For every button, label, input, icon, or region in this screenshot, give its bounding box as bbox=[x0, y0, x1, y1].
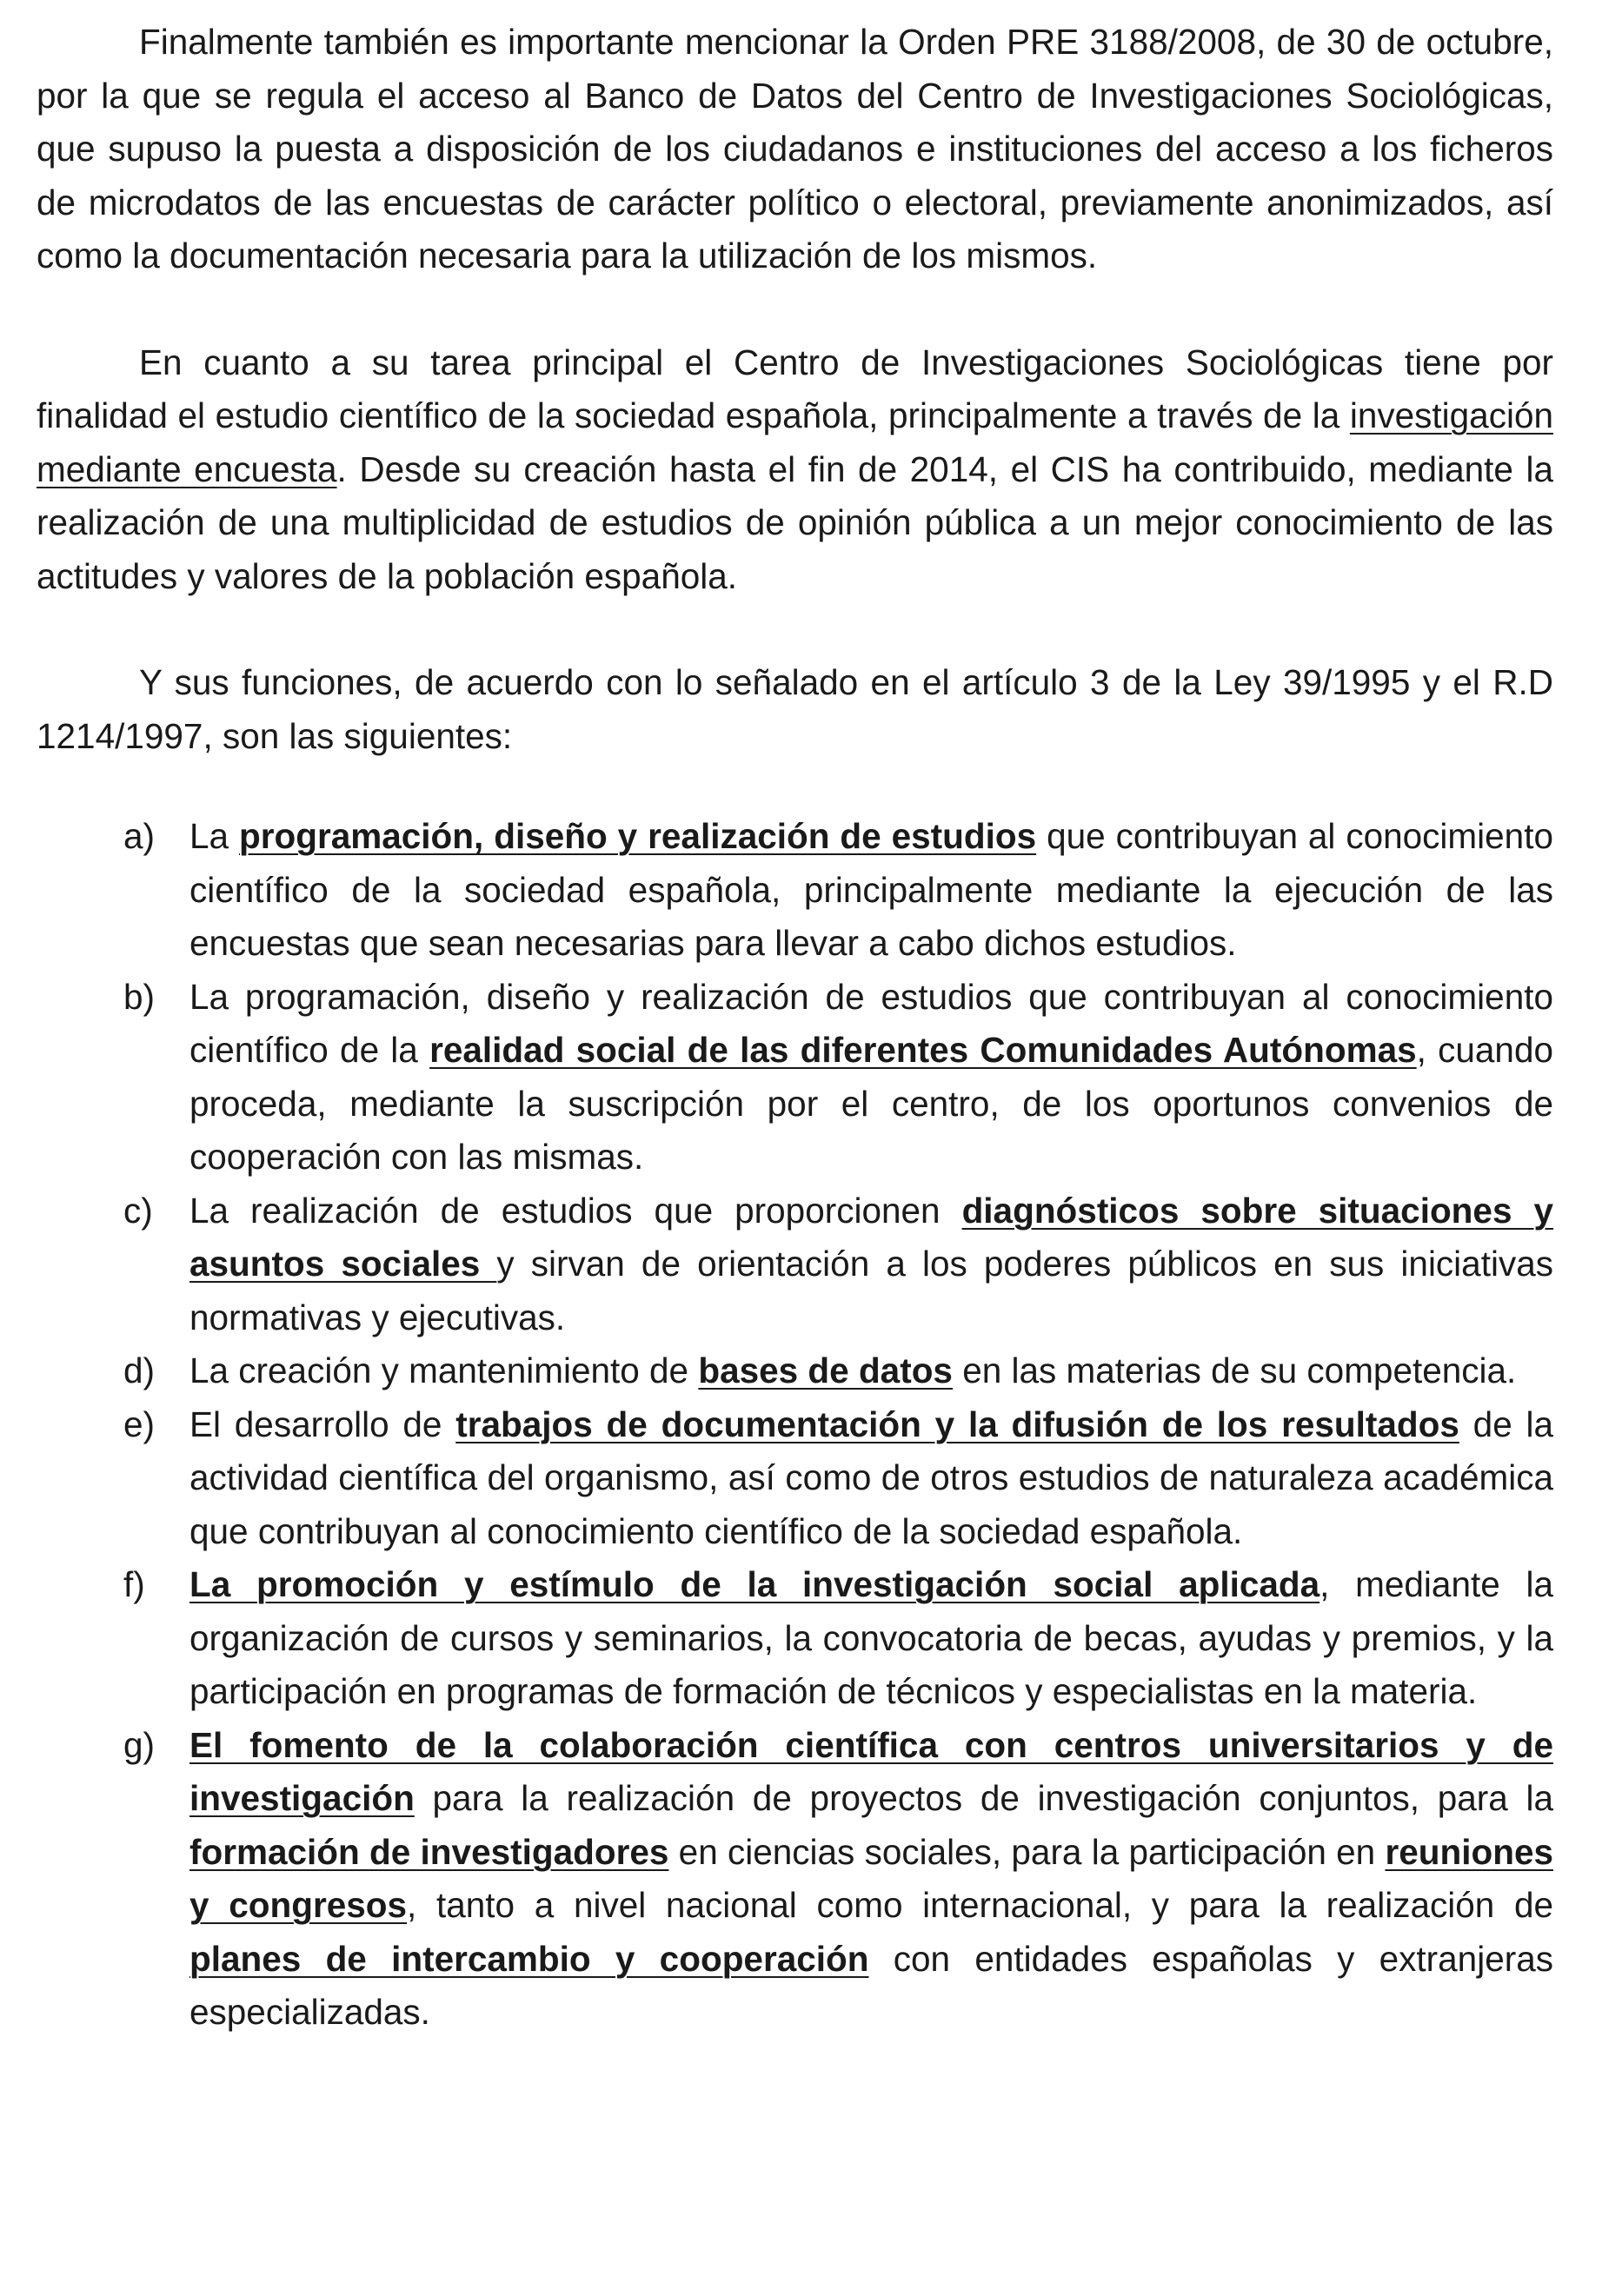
item-text: La creación y mantenimiento de bbox=[189, 1350, 699, 1390]
item-text: , mediante la organización de cursos y seminarios, la convocatoria de becas, ayudas y premios, y la participación en programas de formación de técnicos y especialistas en la materia. bbox=[189, 1564, 1553, 1711]
item-text: y sirvan de orientación a los poderes públicos en sus iniciativas normativas y ejecutivas. bbox=[189, 1244, 1553, 1337]
highlighted-phrase: El fomento de la colaboración científica con centros universitarios y de investigación bbox=[189, 1724, 1553, 1818]
highlighted-phrase: planes de intercambio y cooperación bbox=[189, 1938, 869, 1979]
item-text: con entidades españolas y extranjeras especializadas. bbox=[189, 1938, 1553, 2032]
item-text: , cuando proceda, mediante la suscripción por el centro, de los oportunos convenios de cooperación con las mismas. bbox=[189, 1030, 1553, 1177]
paragraph-orden-pre bbox=[37, 16, 1553, 283]
list-marker: a) bbox=[123, 816, 156, 856]
function-item-f bbox=[123, 1558, 1553, 1719]
paragraph-text: . Desde su creación hasta el fin de 2014, el CIS ha contribuido, mediante la realización de una multiplicidad de estudios de opinión pública a un mejor conocimiento de las actitudes y valores de la población española. bbox=[37, 448, 1553, 596]
highlighted-phrase: La promoción y estímulo de la investigación social aplicada bbox=[189, 1564, 1320, 1604]
function-item-d bbox=[123, 1344, 1553, 1398]
highlighted-phrase: formación de investigadores bbox=[189, 1831, 669, 1872]
function-item-c bbox=[123, 1184, 1553, 1345]
highlighted-phrase: trabajos de documentación y la difusión de los resultados bbox=[455, 1403, 1459, 1444]
highlighted-phrase: programación, diseño y realización de estudios bbox=[238, 816, 1037, 856]
functions-list bbox=[37, 810, 1553, 2040]
function-item-a bbox=[123, 810, 1553, 971]
item-text: La realización de estudios que proporcionen bbox=[189, 1190, 962, 1231]
paragraph-text: Y sus funciones, de acuerdo con lo señalado en el artículo 3 de la Ley 39/1995 y el R.D 1214/1997, son las siguientes: bbox=[37, 662, 1553, 756]
paragraph-funciones-intro bbox=[37, 656, 1553, 763]
item-text: , tanto a nivel nacional como internacional, y para la realización de bbox=[407, 1885, 1553, 1925]
function-item-b bbox=[123, 971, 1553, 1184]
function-item-g bbox=[123, 1719, 1553, 2040]
highlighted-phrase: reuniones y congresos bbox=[189, 1831, 1553, 1925]
highlighted-phrase: diagnósticos sobre situaciones y asuntos sociales bbox=[189, 1190, 1553, 1284]
item-text: para la realización de proyectos de investigación conjuntos, para la bbox=[414, 1778, 1553, 1818]
item-text: en las materias de su competencia. bbox=[952, 1350, 1517, 1390]
paragraph-tarea-principal bbox=[37, 336, 1553, 604]
list-marker: c) bbox=[123, 1190, 153, 1231]
item-text: La programación, diseño y realización de estudios que contribuyan al conocimiento científico de la bbox=[189, 976, 1553, 1070]
underlined-phrase: investigación mediante encuesta bbox=[37, 395, 1553, 489]
list-marker: e) bbox=[123, 1403, 156, 1444]
highlighted-phrase: realidad social de las diferentes Comunidades Autónomas bbox=[429, 1030, 1417, 1070]
list-marker: g) bbox=[123, 1724, 156, 1765]
function-item-e bbox=[123, 1398, 1554, 1559]
item-text: en ciencias sociales, para la participación en bbox=[668, 1831, 1386, 1872]
item-text: La bbox=[189, 816, 239, 856]
highlighted-phrase: bases de datos bbox=[698, 1350, 953, 1390]
list-marker: b) bbox=[123, 976, 156, 1017]
paragraph-text: Finalmente también es importante mencionar la Orden PRE 3188/2008, de 30 de octubre, por la que se regula el acceso al Banco de Datos del Centro de Investigaciones Sociológicas, que supuso la puesta a disposición de los ciudadanos e instituciones del acceso a los ficheros de microdatos de las encuestas de carácter político o electoral, previamente anonimizados, así como la documentación necesaria para la utilización de los mismos. bbox=[37, 22, 1553, 275]
item-text: El desarrollo de bbox=[189, 1403, 456, 1444]
item-text: de la actividad científica del organismo, así como de otros estudios de naturaleza académica que contribuyan al conocimiento científico de la sociedad española. bbox=[189, 1403, 1554, 1551]
list-marker: f) bbox=[123, 1564, 145, 1604]
list-marker: d) bbox=[123, 1350, 156, 1390]
item-text: que contribuyan al conocimiento científico de la sociedad española, principalmente mediante la ejecución de las encuestas que sean necesarias para llevar a cabo dichos estudios. bbox=[189, 816, 1553, 963]
paragraph-text: En cuanto a su tarea principal el Centro de Investigaciones Sociológicas tiene por finalidad el estudio científico de la sociedad española, principalmente a través de la bbox=[37, 342, 1553, 435]
